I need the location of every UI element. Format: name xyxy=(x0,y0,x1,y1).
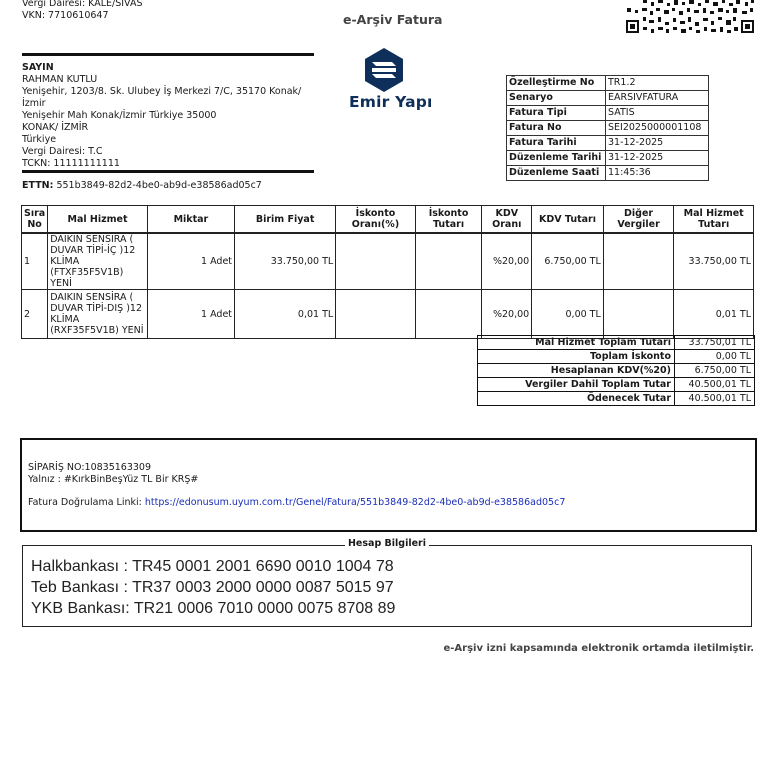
meta-row xyxy=(507,151,709,166)
cell-vat-rate: %20,00 xyxy=(482,233,532,290)
totals-table xyxy=(477,335,755,406)
totals-value: 33.750,01 TL xyxy=(675,336,755,350)
cell-disc-rate xyxy=(336,233,416,290)
cell-desc: DAIKIN SENSİRA ( DUVAR TİPİ-DIŞ )12 KLİMA (RXF35F5V1B) YENİ xyxy=(48,290,148,339)
meta-row xyxy=(507,91,709,106)
meta-key: Özelleştirme No xyxy=(507,76,606,91)
totals-value: 40.500,01 TL xyxy=(675,392,755,406)
meta-value: 11:45:36 xyxy=(606,166,709,181)
buyer-block xyxy=(22,62,322,170)
meta-key: Fatura Tarihi xyxy=(507,136,606,151)
totals-key: Toplam İskonto xyxy=(478,350,675,364)
order-number: SİPARİŞ NO:10835163309 xyxy=(28,462,152,473)
col-header: KDV Tutarı xyxy=(532,206,604,234)
bank-account: Teb Bankası : TR37 0003 2000 0000 0087 5015 97 xyxy=(31,579,394,596)
meta-value: 31-12-2025 xyxy=(606,151,709,166)
cell-disc-rate xyxy=(336,290,416,339)
sender-vkn: VKN: 7710610647 xyxy=(22,10,109,21)
bank-info-title xyxy=(23,538,751,549)
table-row xyxy=(22,290,754,339)
col-header: KDV Oranı xyxy=(482,206,532,234)
col-header: İskonto Oranı(%) xyxy=(336,206,416,234)
cell-desc: DAIKIN SENSİRA ( DUVAR TİPİ-İÇ )12 KLİMA (FTXF35F5V1B) YENİ xyxy=(48,233,148,290)
meta-row xyxy=(507,121,709,136)
cell-no: 2 xyxy=(22,290,48,339)
meta-value: SEI2025000001108 xyxy=(606,121,709,136)
meta-key: Düzenleme Saati xyxy=(507,166,606,181)
cell-unit-price: 0,01 TL xyxy=(235,290,336,339)
notes-box xyxy=(20,438,757,532)
buyer-address-1: Yenişehir, 1203/8. Sk. Ulubey İş Merkezi 7/C, 35170 Konak/İzmir xyxy=(22,86,302,109)
meta-key: Senaryo xyxy=(507,91,606,106)
meta-row xyxy=(507,106,709,121)
meta-key: Fatura Tipi xyxy=(507,106,606,121)
bank-info-box xyxy=(22,538,752,627)
invoice-meta-table xyxy=(506,75,709,181)
amount-in-words: Yalnız : #KırkBinBeşYüz TL Bir KRŞ# xyxy=(28,474,199,485)
totals-key: Hesaplanan KDV(%20) xyxy=(478,364,675,378)
buyer-address-2: Yenişehir Mah Konak/İzmir Türkiye 35000 xyxy=(22,110,217,121)
col-header: Mal Hizmet xyxy=(48,206,148,234)
items-table xyxy=(21,205,754,339)
qr-code-icon xyxy=(625,0,755,34)
bank-account: YKB Bankası: TR21 0006 7010 0000 0075 8708 89 xyxy=(31,600,396,617)
cell-qty: 1 Adet xyxy=(147,290,234,339)
header-divider-bottom xyxy=(22,170,314,173)
totals-row xyxy=(478,392,755,406)
totals-value: 40.500,01 TL xyxy=(675,378,755,392)
verification-label: Fatura Doğrulama Linki: xyxy=(28,497,142,508)
bank-account: Halkbankası : TR45 0001 2001 6690 0010 1004 78 xyxy=(31,558,394,575)
totals-row xyxy=(478,336,755,350)
buyer-tax-office: Vergi Dairesi: T.C xyxy=(22,146,103,157)
cell-vat-rate: %20,00 xyxy=(482,290,532,339)
col-header: Sıra No xyxy=(22,206,48,234)
document-title: e-Arşiv Fatura xyxy=(343,12,443,27)
ettn xyxy=(22,180,262,192)
buyer-tckn: TCKN: 11111111111 xyxy=(22,158,120,169)
totals-row xyxy=(478,350,755,364)
meta-key: Düzenleme Tarihi xyxy=(507,151,606,166)
col-header: Miktar xyxy=(147,206,234,234)
verification-line xyxy=(28,497,565,508)
totals-key: Vergiler Dahil Toplam Tutar xyxy=(478,378,675,392)
totals-value: 6.750,00 TL xyxy=(675,364,755,378)
meta-row xyxy=(507,136,709,151)
totals-row xyxy=(478,378,755,392)
bank-info-title-text: Hesap Bilgileri xyxy=(345,538,429,549)
meta-value: SATIS xyxy=(606,106,709,121)
meta-value: EARSIVFATURA xyxy=(606,91,709,106)
cell-other-tax xyxy=(603,290,674,339)
totals-value: 0,00 TL xyxy=(675,350,755,364)
meta-value: TR1.2 xyxy=(606,76,709,91)
col-header: Mal Hizmet Tutarı xyxy=(674,206,754,234)
col-header: Diğer Vergiler xyxy=(603,206,674,234)
buyer-country: Türkiye xyxy=(22,134,57,145)
meta-value: 31-12-2025 xyxy=(606,136,709,151)
col-header: Birim Fiyat xyxy=(235,206,336,234)
items-header-row xyxy=(22,206,754,234)
totals-row xyxy=(478,364,755,378)
ettn-value: 551b3849-82d2-4be0-ab9d-e38586ad05c7 xyxy=(56,180,262,191)
header-divider-top xyxy=(22,53,314,56)
cell-disc-amount xyxy=(415,233,482,290)
table-row xyxy=(22,233,754,290)
sender-tax-office: Vergi Dairesi: KALE/SIVAS xyxy=(22,0,143,9)
totals-key: Mal Hizmet Toplam Tutarı xyxy=(478,336,675,350)
buyer-city: KONAK/ İZMİR xyxy=(22,122,89,133)
cell-other-tax xyxy=(603,233,674,290)
totals-key: Ödenecek Tutar xyxy=(478,392,675,406)
cell-vat-amount: 0,00 TL xyxy=(532,290,604,339)
cell-disc-amount xyxy=(415,290,482,339)
verification-link[interactable]: https://edonusum.uyum.com.tr/Genel/Fatura/551b3849-82d2-4be0-ab9d-e38586ad05c7 xyxy=(144,497,566,508)
cell-unit-price: 33.750,00 TL xyxy=(235,233,336,290)
ettn-label: ETTN: xyxy=(22,180,54,191)
col-header: İskonto Tutarı xyxy=(415,206,482,234)
meta-row xyxy=(507,76,709,91)
cell-qty: 1 Adet xyxy=(147,233,234,290)
sender-info xyxy=(22,0,142,22)
buyer-name: RAHMAN KUTLU xyxy=(22,74,98,85)
meta-row xyxy=(507,166,709,181)
meta-key: Fatura No xyxy=(507,121,606,136)
cell-no: 1 xyxy=(22,233,48,290)
buyer-heading: SAYIN xyxy=(22,62,54,73)
cell-vat-amount: 6.750,00 TL xyxy=(532,233,604,290)
cell-total: 33.750,00 TL xyxy=(674,233,754,290)
company-logo-text: Emir Yapı xyxy=(349,93,433,111)
cell-total: 0,01 TL xyxy=(674,290,754,339)
footer-note: e-Arşiv izni kapsamında elektronik ortamda iletilmiştir. xyxy=(443,643,754,654)
